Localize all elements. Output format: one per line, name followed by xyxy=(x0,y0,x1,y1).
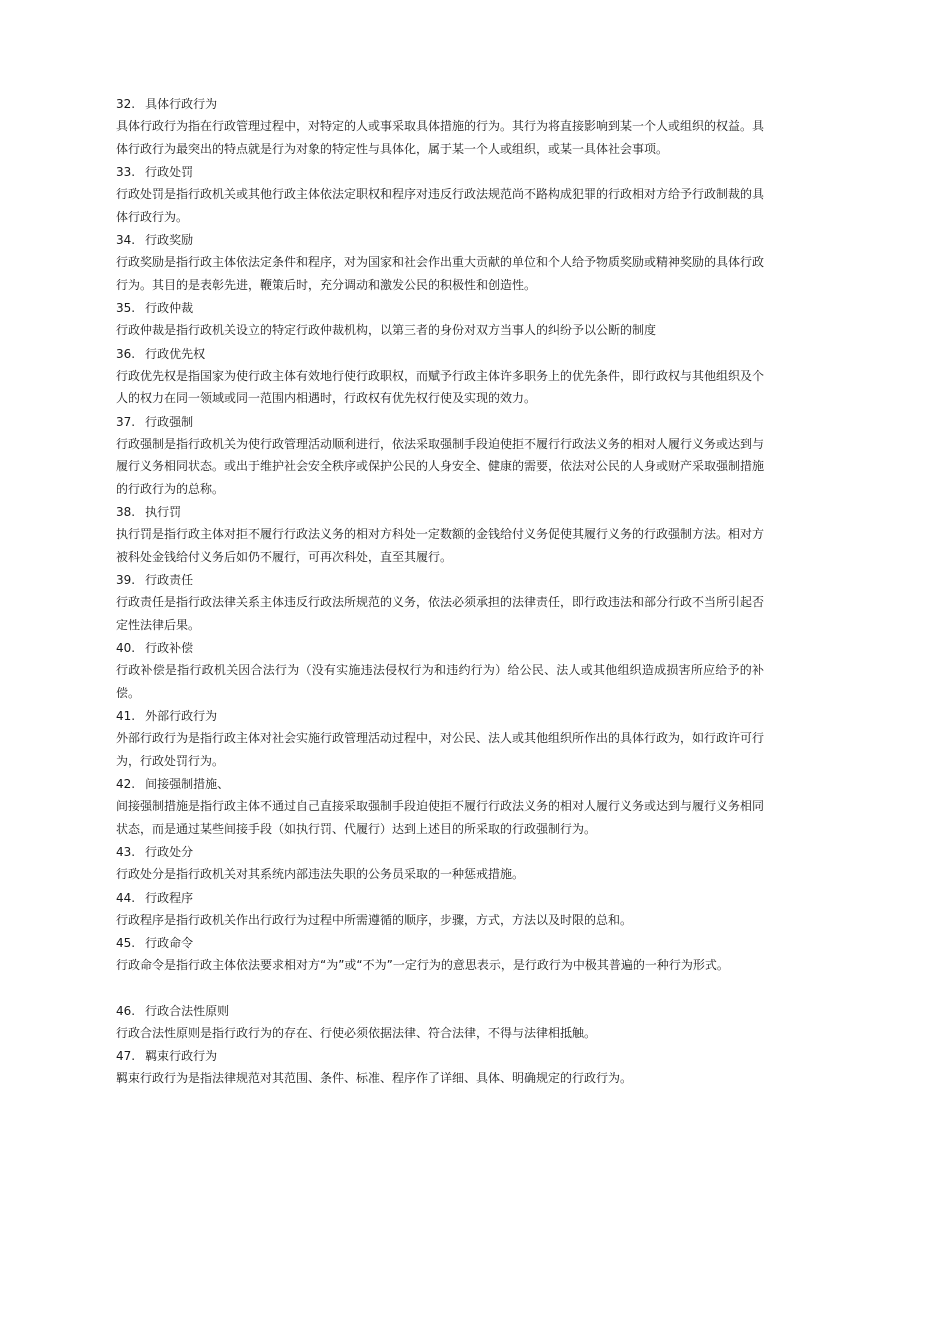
term-number: 41. xyxy=(116,709,136,723)
term-title: 外部行政行为 xyxy=(145,709,218,723)
term-number: 37. xyxy=(116,414,136,429)
term-number: 47. xyxy=(116,1049,136,1063)
term-title: 具体行政行为 xyxy=(145,97,218,111)
term-title: 行政处罚 xyxy=(145,165,194,179)
term-title: 行政奖励 xyxy=(145,233,194,247)
glossary-entry-40 xyxy=(116,638,764,704)
glossary-entry-47 xyxy=(116,1046,764,1090)
term-number: 46. xyxy=(116,1003,136,1018)
glossary-entry-42 xyxy=(116,774,764,840)
glossary-entry-38 xyxy=(116,502,764,568)
glossary-entry-46 xyxy=(116,1001,764,1045)
glossary-entry-36 xyxy=(116,344,764,410)
term-title: 行政仲裁 xyxy=(145,301,194,315)
term-definition: 具体行政行为指在行政管理过程中，对特定的人或事采取具体措施的行为。其行为将直接影响到某一个人或组织的权益。具体行政行为最突出的特点就是行为对象的特定性与具体化，属于某一个人或组织，或某一具体社会事项。 xyxy=(116,119,765,156)
term-heading xyxy=(116,638,764,659)
glossary-entry-33 xyxy=(116,162,764,228)
term-definition: 行政仲裁是指行政机关设立的特定行政仲裁机构，以第三者的身份对双方当事人的纠纷予以公断的制度 xyxy=(116,323,657,337)
glossary-entry-39 xyxy=(116,570,764,636)
term-definition: 外部行政行为是指行政主体对社会实施行政管理活动过程中，对公民、法人或其他组织所作出的具体行政为，如行政许可行为，行政处罚行为。 xyxy=(116,731,765,768)
term-heading xyxy=(116,94,764,115)
term-definition: 行政责任是指行政法律关系主体违反行政法所规范的义务，依法必须承担的法律责任，即行政违法和部分行政不当所引起否定性法律后果。 xyxy=(116,595,765,632)
term-heading xyxy=(116,344,764,365)
term-number: 40. xyxy=(116,641,136,655)
term-number: 39. xyxy=(116,573,136,587)
term-definition: 羁束行政行为是指法律规范对其范围、条件、标准、程序作了详细、具体、明确规定的行政行为。 xyxy=(116,1071,633,1085)
term-definition: 行政程序是指行政机关作出行政行为过程中所需遵循的顺序，步骤，方式，方法以及时限的总和。 xyxy=(116,912,633,927)
term-heading xyxy=(116,774,764,795)
term-heading xyxy=(116,842,764,863)
term-title: 行政补偿 xyxy=(145,641,194,655)
term-number: 36. xyxy=(116,346,136,361)
term-definition: 行政处罚是指行政机关或其他行政主体依法定职权和程序对违反行政法规范尚不路构成犯罪的行政相对方给予行政制裁的具体行政行为。 xyxy=(116,187,765,224)
term-heading xyxy=(116,412,764,433)
glossary-entry-35 xyxy=(116,298,764,342)
term-definition: 执行罚是指行政主体对拒不履行行政法义务的相对方科处一定数额的金钱给付义务促使其履行义务的行政强制方法。相对方被科处金钱给付义务后如仍不履行，可再次科处，直至其履行。 xyxy=(116,527,765,564)
term-number: 33. xyxy=(116,165,136,179)
term-number: 34. xyxy=(116,233,136,247)
term-title: 行政命令 xyxy=(145,936,194,950)
glossary-entry-41 xyxy=(116,706,764,772)
term-number: 44. xyxy=(116,890,136,905)
term-title: 行政处分 xyxy=(145,845,194,859)
glossary-entry-34 xyxy=(116,230,764,296)
term-heading xyxy=(116,1046,764,1067)
term-definition: 行政补偿是指行政机关因合法行为（没有实施违法侵权行为和违约行为）给公民、法人或其他组织造成损害所应给予的补偿。 xyxy=(116,663,764,700)
term-title: 行政强制 xyxy=(145,414,194,429)
glossary-entry-37 xyxy=(116,412,764,501)
term-title: 行政程序 xyxy=(145,890,194,905)
term-definition: 间接强制措施是指行政主体不通过自己直接采取强制手段迫使拒不履行行政法义务的相对人履行义务或达到与履行义务相同状态，而是通过某些间接手段（如执行罚、代履行）达到上述目的所采取的行政强制行为。 xyxy=(116,799,765,836)
term-definition: 行政强制是指行政机关为使行政管理活动顺利进行，依法采取强制手段迫使拒不履行行政法义务的相对人履行义务或达到与履行义务相同状态。或出于维护社会安全秩序或保护公民的人身安全、健康的需要，依法对公民的人身或财产采取强制措施的行政行为的总称。 xyxy=(116,436,765,496)
term-number: 35. xyxy=(116,301,136,315)
term-number: 38. xyxy=(116,505,136,519)
glossary-content xyxy=(116,94,764,1092)
term-heading xyxy=(116,933,764,954)
glossary-entry-45 xyxy=(116,933,764,977)
term-heading xyxy=(116,162,764,183)
term-number: 32. xyxy=(116,97,136,111)
term-heading xyxy=(116,298,764,319)
term-title: 行政责任 xyxy=(145,573,194,587)
term-title: 间接强制措施、 xyxy=(145,777,230,791)
term-heading xyxy=(116,570,764,591)
term-definition: 行政处分是指行政机关对其系统内部违法失职的公务员采取的一种惩戒措施。 xyxy=(116,867,525,881)
term-definition: 行政命令是指行政主体依法要求相对方“为”或“不为”一定行为的意思表示，是行政行为中极其普遍的一种行为形式。 xyxy=(116,958,729,972)
glossary-entry-44 xyxy=(116,888,764,932)
glossary-entry-43 xyxy=(116,842,764,886)
term-definition: 行政合法性原则是指行政行为的存在、行使必须依据法律、符合法律，不得与法律相抵触。 xyxy=(116,1025,597,1040)
term-number: 45. xyxy=(116,936,136,950)
term-heading xyxy=(116,888,764,909)
term-heading xyxy=(116,706,764,727)
term-title: 执行罚 xyxy=(145,505,182,519)
term-definition: 行政奖励是指行政主体依法定条件和程序，对为国家和社会作出重大贡献的单位和个人给予物质奖励或精神奖励的具体行政行为。其目的是表彰先进，鞭策后时，充分调动和激发公民的积极性和创造性。 xyxy=(116,255,765,292)
term-title: 行政优先权 xyxy=(145,346,206,361)
term-number: 43. xyxy=(116,845,136,859)
glossary-entry-32 xyxy=(116,94,764,160)
term-heading xyxy=(116,502,764,523)
term-definition: 行政优先权是指国家为使行政主体有效地行使行政职权，而赋予行政主体许多职务上的优先条件，即行政权与其他组织及个人的权力在同一领域或同一范围内相遇时，行政权有优先权行使及实现的效力。 xyxy=(116,368,765,405)
term-heading xyxy=(116,230,764,251)
term-title: 行政合法性原则 xyxy=(145,1003,230,1018)
term-number: 42. xyxy=(116,777,136,791)
term-title: 羁束行政行为 xyxy=(145,1049,218,1063)
term-heading xyxy=(116,1001,764,1022)
